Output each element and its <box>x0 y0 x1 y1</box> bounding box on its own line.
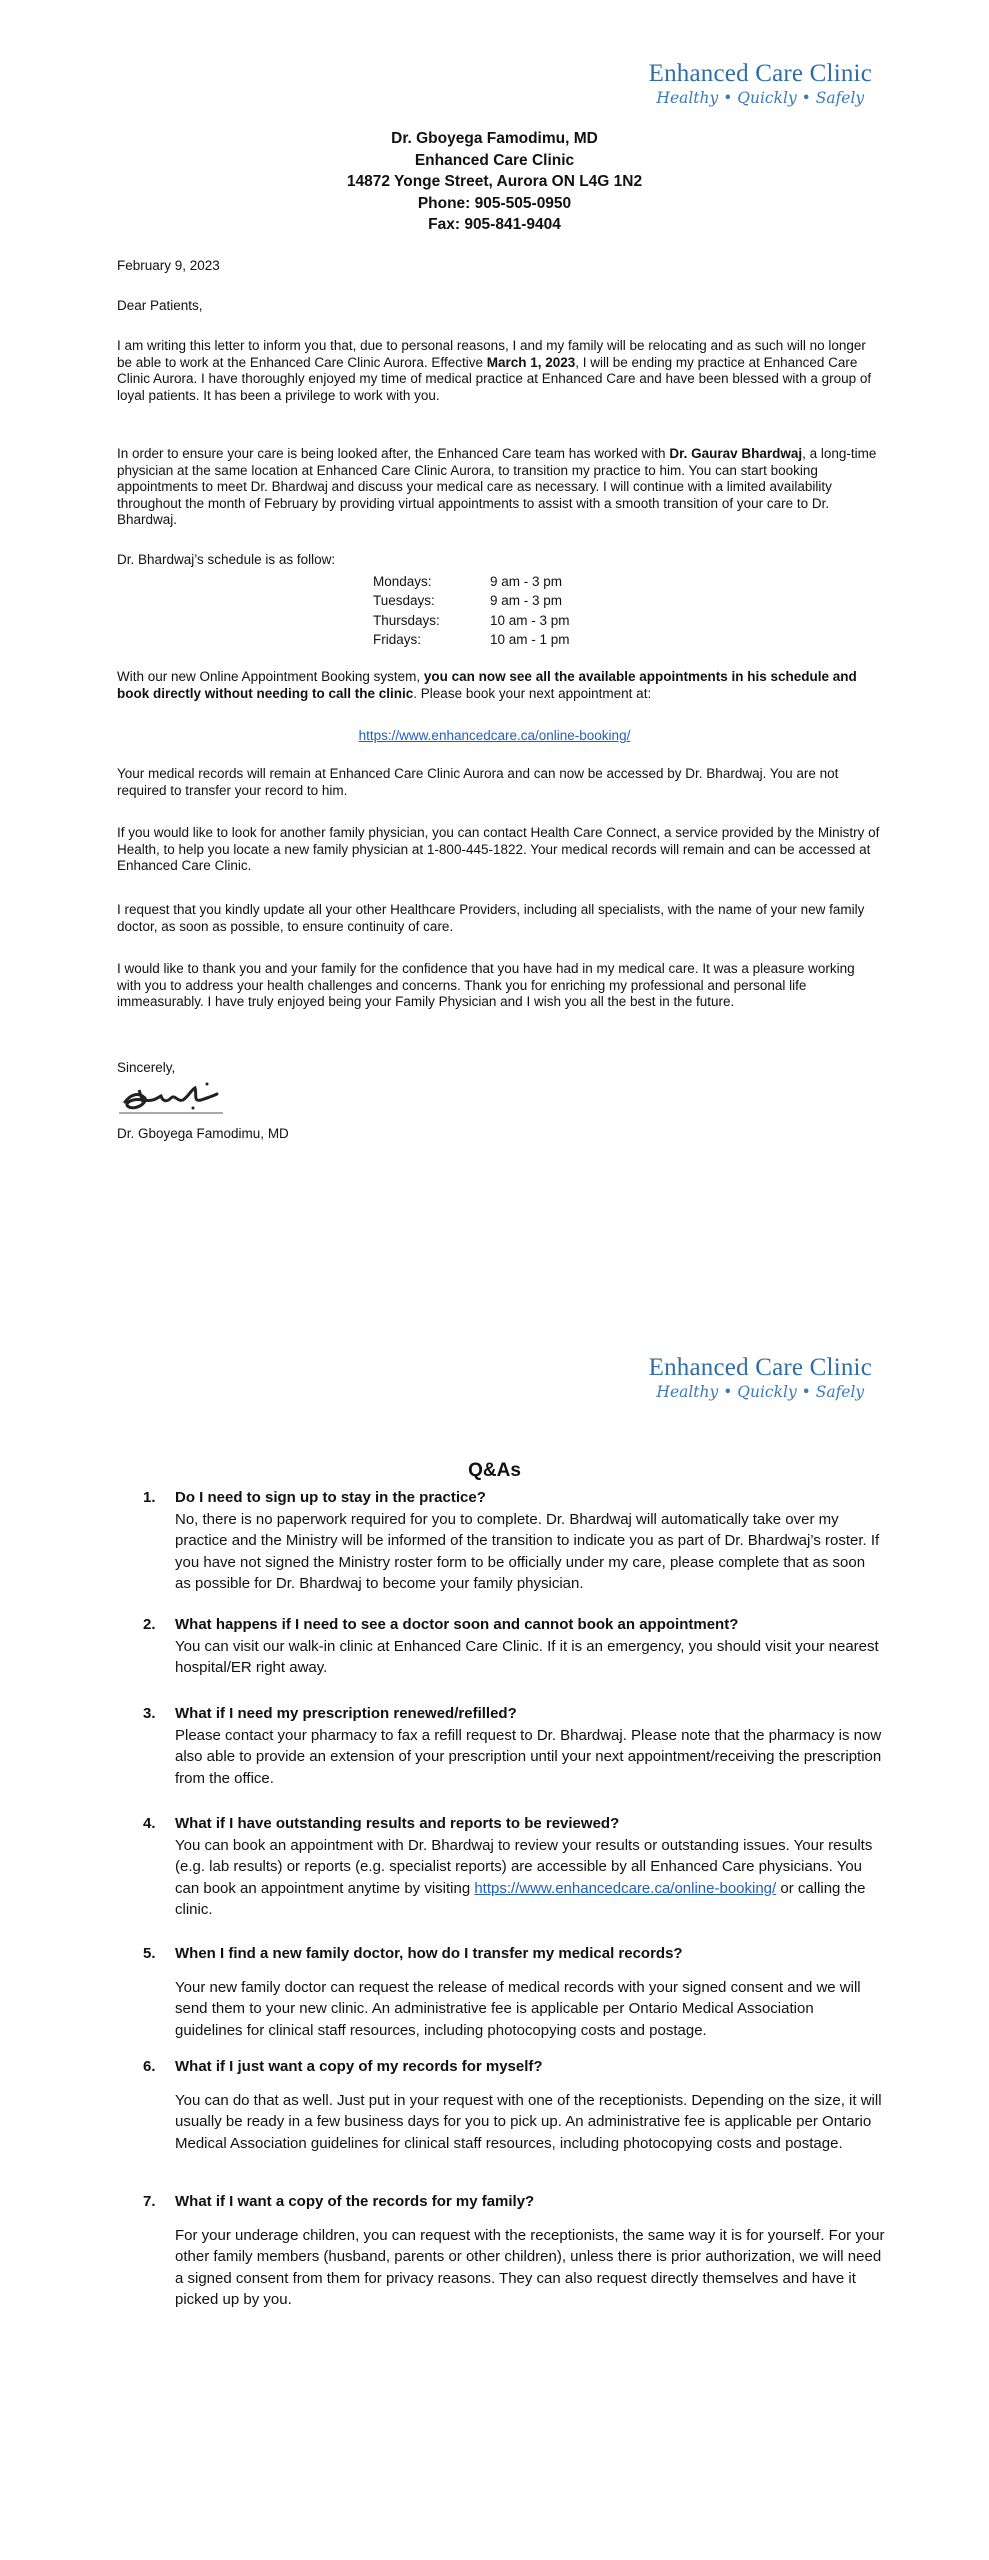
booking-highlight: you can now see all the available appointments in his schedule and book directly without needing to call the clinic <box>117 669 857 701</box>
schedule-row <box>373 572 570 591</box>
paragraph-another-physician: If you would like to look for another family physician, you can contact Health Care Connect, a service provided by the Ministry of Health, to help you locate a new family physician at 1-800-445-1822. Your medical records will remain and can be accessed at Enhanced Care Clinic. <box>117 825 880 874</box>
paragraph-intro <box>117 338 882 404</box>
qa-answer <box>175 1835 885 1921</box>
schedule-day: Tuesdays: <box>373 593 435 609</box>
logo-clinic-name: Enhanced Care Clinic <box>648 1354 872 1381</box>
letterhead-doctor: Dr. Gboyega Famodimu, MD <box>391 130 598 147</box>
logo-tagline: Healthy • Quickly • Safely <box>656 89 865 107</box>
schedule-hours: 10 am - 3 pm <box>490 612 570 628</box>
letterhead <box>0 128 989 236</box>
qa-item <box>145 2056 885 2154</box>
qa-question <box>145 1813 885 1835</box>
paragraph-thanks: I would like to thank you and your family for the confidence that you have had in my medical care. It was a pleasure working with you to address your health challenges and concerns. Thank you for enriching my professional and personal life immeasurably. I have truly enjoyed being your Family Physician and I wish you all the best in the future. <box>117 961 855 1010</box>
clinic-logo <box>649 1354 872 1402</box>
qa-question-text: What if I just want a copy of my records for myself? <box>175 2058 543 2075</box>
qa-question <box>145 1614 885 1636</box>
qa-item <box>145 1813 885 1921</box>
qa-number: 6. <box>143 2058 156 2075</box>
intro-text-2: , I will be ending my practice at Enhanced Care Clinic Aurora. I have thoroughly enjoyed my time of medical practice at Enhanced Care and have been blessed with a group of loyal patients. It has been a privilege to work with you. <box>117 354 872 403</box>
schedule-table <box>373 572 570 649</box>
qa-number: 4. <box>143 1815 156 1832</box>
effective-date: March 1, 2023 <box>486 354 576 370</box>
intro-text-1: I am writing this letter to inform you that, due to personal reasons, I and my family will be relocating and as such will no longer be able to work at the Enhanced Care Clinic Aurora. Effective <box>117 338 866 370</box>
qa-answer: You can do that as well. Just put in your request with one of the receptionists. Depending on the size, it will usually be ready in a few business days for you to pick up. An administrative fee is applicable per Ontario Medical Association guidelines for clinical staff resources, including photocopying costs and postage. <box>175 2091 882 2152</box>
paragraph-records: Your medical records will remain at Enhanced Care Clinic Aurora and can now be accessed by Dr. Bhardwaj. You are not required to transfer your record to him. <box>117 766 839 798</box>
signature-image <box>117 1080 227 1120</box>
qa-question-text: When I find a new family doctor, how do I transfer my medical records? <box>175 1945 683 1962</box>
online-booking-link[interactable]: https://www.enhancedcare.ca/online-booking/ <box>358 728 631 743</box>
schedule-day: Thursdays: <box>373 612 440 628</box>
qa-question-text: What if I need my prescription renewed/refilled? <box>175 1705 517 1722</box>
schedule-day: Mondays: <box>373 574 432 589</box>
schedule-row <box>373 611 570 630</box>
letterhead-clinic: Enhanced Care Clinic <box>414 151 575 169</box>
qa-item <box>145 2191 885 2311</box>
qa-question-text: Do I need to sign up to stay in the practice? <box>175 1489 486 1506</box>
new-doctor-name: Dr. Gaurav Bhardwaj <box>669 446 803 461</box>
qa-answer: Your new family doctor can request the release of medical records with your signed consent and we will send them to your new clinic. An administrative fee is applicable per Ontario Medical Association guidelines for clinical staff resources, including photocopying costs and postage. <box>175 1978 861 2039</box>
booking-text-2: . Please book your next appointment at: <box>413 685 652 701</box>
qa-question <box>145 1487 885 1509</box>
qa-question-text: What happens if I need to see a doctor soon and cannot book an appointment? <box>175 1616 739 1633</box>
schedule-lead: Dr. Bhardwaj’s schedule is as follow: <box>117 552 336 567</box>
schedule-hours: 10 am - 1 pm <box>490 631 570 647</box>
booking-link-row <box>0 728 989 743</box>
qa-number: 7. <box>143 2193 156 2210</box>
paragraph-transition <box>117 446 882 529</box>
logo-tagline: Healthy • Quickly • Safely <box>656 1383 865 1401</box>
qa-title: Q&As <box>468 1460 521 1481</box>
qa-answer-tail: or calling the clinic. <box>175 1879 866 1918</box>
qa-answer-text: You can book an appointment with Dr. Bhardwaj to review your results or outstanding issues. Your results (e.g. lab results) or reports (e.g. specialist reports) are accessible by all Enhanced Care physicians. You can book an appointment anytime by visiting <box>175 1836 873 1897</box>
qa-item <box>145 1614 885 1679</box>
qa-question <box>145 1703 885 1725</box>
signature-name: Dr. Gboyega Famodimu, MD <box>117 1126 289 1141</box>
qa-item <box>145 1703 885 1789</box>
transition-text-2: , a long-time physician at the same location at Enhanced Care Clinic Aurora, to transition my practice to him. You can start booking appointments to meet Dr. Bhardwaj and discuss your medical care as necessary. I will continue with a limited availability throughout the month of February by providing virtual appointments to assist with a smooth transition of your care to Dr. Bhardwaj. <box>117 446 877 528</box>
booking-text-1: With our new Online Appointment Booking system, <box>117 669 424 684</box>
qa-answer: You can visit our walk-in clinic at Enhanced Care Clinic. If it is an emergency, you should visit your nearest hospital/ER right away. <box>175 1637 879 1676</box>
paragraph-update-providers: I request that you kindly update all your other Healthcare Providers, including all specialists, with the name of your new family doctor, as soon as possible, to ensure continuity of care. <box>117 902 865 934</box>
qa-question <box>145 2191 885 2213</box>
qa-question-text: What if I want a copy of the records for my family? <box>175 2193 535 2210</box>
schedule-hours: 9 am - 3 pm <box>490 593 563 609</box>
schedule-row <box>373 630 570 649</box>
letterhead-address: 14872 Yonge Street, Aurora ON L4G 1N2 <box>346 173 643 190</box>
paragraph-booking <box>117 669 882 702</box>
qa-question-text: What if I have outstanding results and reports to be reviewed? <box>175 1815 620 1832</box>
clinic-logo <box>649 60 872 108</box>
qa-page <box>0 1300 989 2560</box>
online-booking-link[interactable]: https://www.enhancedcare.ca/online-booking/ <box>474 1879 777 1897</box>
qa-answer: No, there is no paperwork required for you to complete. Dr. Bhardwaj will automatically take over my practice and the Ministry will be informed of the transition to indicate you as part of Dr. Bhardwaj’s roster. If you have not signed the Ministry roster form to be officially under my care, please complete that as soon as possible for Dr. Bhardwaj to become your family physician. <box>175 1510 880 1592</box>
letter-closing: Sincerely, <box>117 1060 176 1075</box>
qa-question <box>145 1943 885 1965</box>
letter-salutation: Dear Patients, <box>117 298 203 313</box>
qa-item <box>145 1487 885 1595</box>
qa-number: 5. <box>143 1945 156 1962</box>
qa-answer: Please contact your pharmacy to fax a refill request to Dr. Bhardwaj. Please note that the pharmacy is now also able to provide an extension of your prescription until your next appointment/receiving the prescription from the office. <box>175 1726 882 1787</box>
qa-number: 2. <box>143 1616 156 1633</box>
schedule-day: Fridays: <box>373 631 422 647</box>
schedule-row <box>373 591 570 610</box>
qa-number: 1. <box>143 1489 156 1506</box>
letterhead-fax: Fax: 905-841-9404 <box>428 216 561 233</box>
letter-date: February 9, 2023 <box>117 258 220 273</box>
qa-number: 3. <box>143 1705 156 1722</box>
qa-answer: For your underage children, you can request with the receptionists, the same way it is for yourself. For your other family members (husband, parents or other children), unless there is prior authorization, we will need a signed consent from them for privacy reasons. They can also request directly themselves and have it picked up by you. <box>175 2226 885 2308</box>
schedule-hours: 9 am - 3 pm <box>490 574 563 589</box>
transition-text-1: In order to ensure your care is being looked after, the Enhanced Care team has worked with <box>117 446 670 461</box>
qa-question <box>145 2056 885 2078</box>
letterhead-phone: Phone: 905-505-0950 <box>417 194 572 212</box>
logo-clinic-name: Enhanced Care Clinic <box>648 60 872 87</box>
qa-item <box>145 1943 885 2041</box>
